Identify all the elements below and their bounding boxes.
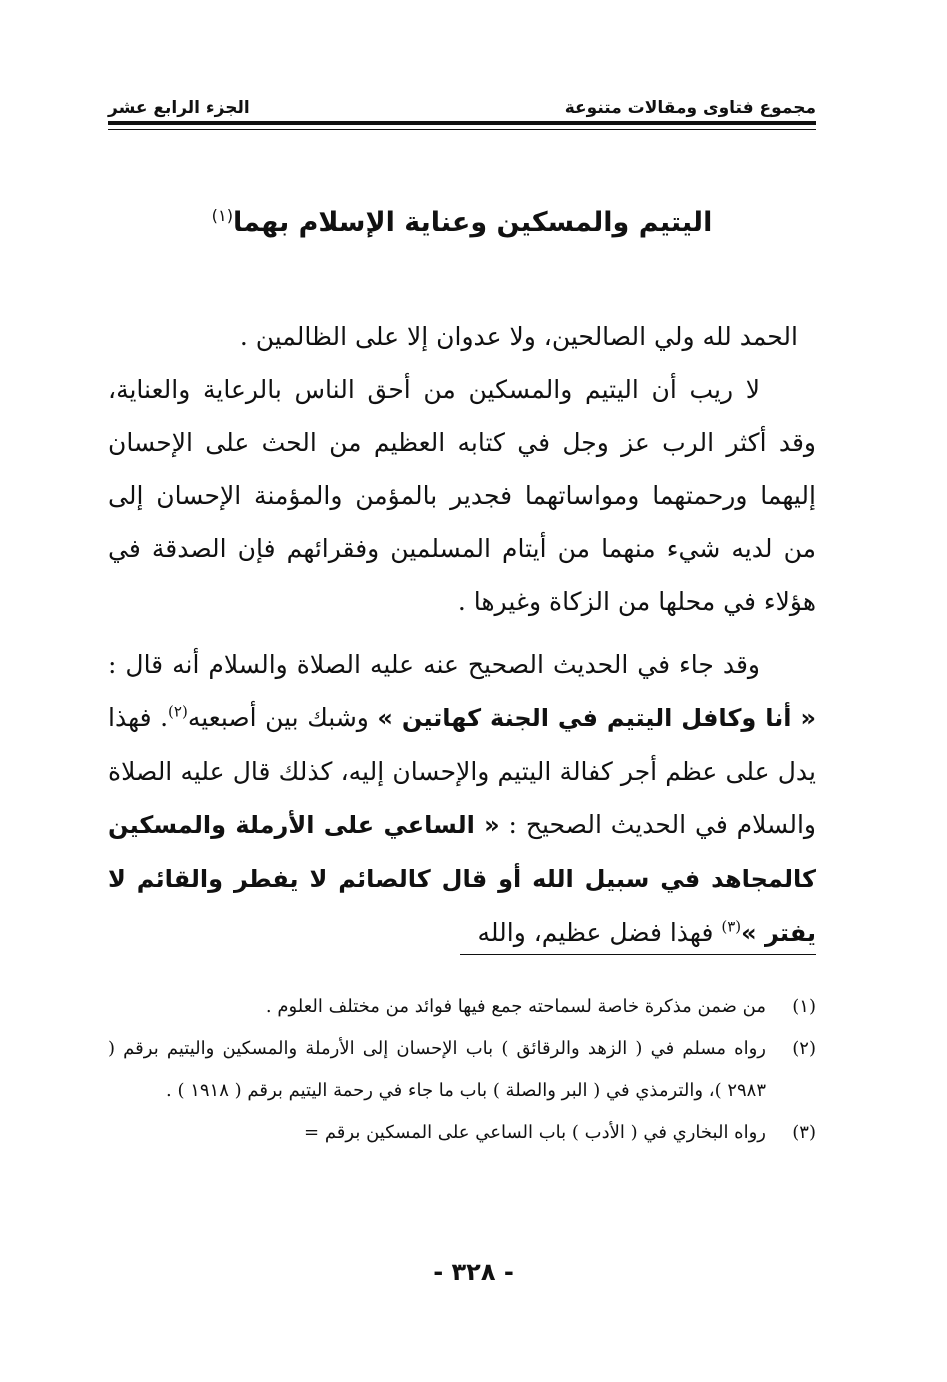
article-title-text: اليتيم والمسكين وعناية الإسلام بهما [233,207,713,238]
hadith-quote-1: « أنا وكافل اليتيم في الجنة كهاتين » [377,704,817,732]
paragraph-3-part-c: . فهذا يدل على عظم أجر كفالة اليتيم والإحسان إليه، كذلك قال عليه الصلاة والسلام في الحديث الصحيح : [108,703,816,839]
page-number: - ٣٢٨ - [433,1258,514,1286]
article-title [108,198,816,248]
paragraph-3-part-d: فهذا فضل عظيم، والله [477,918,722,947]
footnote-ref-2: (٢) [168,702,188,721]
header-rule-thin [108,129,816,130]
title-footnote-ref: (١) [211,206,234,225]
article-body [108,310,816,960]
footnote-text: رواه البخاري في ( الأدب ) باب الساعي على المسكين برقم = [304,1122,766,1143]
footnote-number: (٣) [792,1122,816,1143]
footnote-ref-3: (٣) [721,917,742,936]
footnote-text: رواه مسلم في ( الزهد والرقائق ) باب الإحسان إلى الأرملة والمسكين واليتيم برقم ( ٢٩٨٣ )، والترمذي في ( البر والصلة ) باب ما جاء في رحمة اليتيم برقم ( ١٩١٨ ) . [108,1038,766,1101]
footnote-3 [108,1112,816,1154]
paragraph-3-part-b: وشبك بين أصبعيه [187,703,378,732]
footnote-2 [108,1028,816,1112]
footnote-1 [108,986,816,1028]
footnote-number: (١) [792,996,816,1017]
header-rule-thick [108,121,816,125]
paragraph-1: الحمد لله ولي الصالحين، ولا عدوان إلا على الظالمين . [239,322,798,351]
paragraph-3-intro: وقد جاء في الحديث الصحيح عنه عليه الصلاة والسلام أنه قال : [108,650,760,679]
running-header [108,86,816,118]
hadith-quote-2: « الساعي على الأرملة والمسكين كالمجاهد في سبيل الله أو قال كالصائم لا يفطر والقائم لا يفتر » [108,811,816,947]
footnote-text: من ضمن مذكرة خاصة لسماحته جمع فيها فوائد من مختلف العلوم . [265,996,766,1017]
paragraph-3 [108,638,816,960]
volume-label: الجزء الرابع عشر [108,98,250,118]
book-title: مجموع فتاوى ومقالات متنوعة [564,98,816,118]
paragraph-2: لا ريب أن اليتيم والمسكين من أحق الناس بالرعاية والعناية، وقد أكثر الرب عز وجل في كتابه العظيم من الحث على الإحسان إليهما ورحمتهما ومواساتهما فجدير بالمؤمن والمؤمنة الإحسان إلى من لديه شيء منهما من أيتام المسلمين وفقرائهم فإن الصدقة في هؤلاء في محلها من الزكاة وغيرها . [108,375,816,616]
footnote-separator [460,954,816,955]
footnotes [108,986,816,1154]
footnote-number: (٢) [792,1038,816,1059]
